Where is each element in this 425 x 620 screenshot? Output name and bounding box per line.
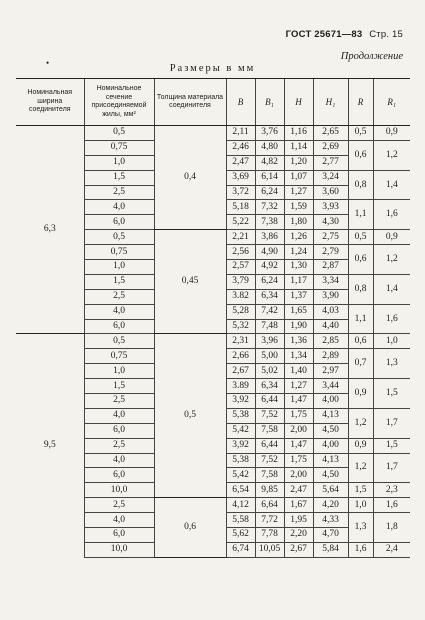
table-header-row: [16, 79, 410, 126]
dimension-b1-cell: 3,96: [255, 334, 284, 349]
col-b1-header: B₁: [255, 79, 284, 126]
dimension-b1-cell: 5,00: [255, 349, 284, 364]
radius-r-cell: 0,6: [348, 140, 373, 170]
radius-r-cell: 0,6: [348, 334, 373, 349]
section-cell: 6,0: [84, 528, 154, 543]
dimension-h-cell: 1,59: [284, 200, 313, 215]
dimension-b1-cell: 6,24: [255, 185, 284, 200]
dimension-b1-cell: 5,02: [255, 364, 284, 379]
dimension-h-cell: 1,20: [284, 155, 313, 170]
dimension-b1-cell: 6,24: [255, 274, 284, 289]
dimension-b-cell: 2,21: [226, 230, 255, 245]
section-cell: 1,5: [84, 170, 154, 185]
dimension-b-cell: 4,12: [226, 498, 255, 513]
dimension-h-cell: 1,90: [284, 319, 313, 334]
radius-r-cell: 1,1: [348, 304, 373, 334]
dimension-b-cell: 6,54: [226, 483, 255, 498]
dimension-h1-cell: 3,44: [313, 379, 348, 394]
dimension-b1-cell: 7,32: [255, 200, 284, 215]
radius-r1-cell: 1,4: [373, 170, 410, 200]
section-cell: 1,0: [84, 364, 154, 379]
col-r-header: R: [348, 79, 373, 126]
section-cell: 6,0: [84, 423, 154, 438]
radius-r1-cell: 1,8: [373, 513, 410, 543]
radius-r1-cell: 1,4: [373, 274, 410, 304]
dimension-h-cell: 2,67: [284, 542, 313, 557]
section-cell: 6,0: [84, 468, 154, 483]
dimension-h1-cell: 4,40: [313, 319, 348, 334]
dimension-b-cell: 3,92: [226, 394, 255, 409]
dimension-h1-cell: 2,69: [313, 140, 348, 155]
section-cell: 1,5: [84, 274, 154, 289]
standard-code: ГОСТ 25671—83: [285, 29, 363, 40]
radius-r1-cell: 1,6: [373, 200, 410, 230]
radius-r1-cell: 1,6: [373, 304, 410, 334]
radius-r-cell: 1,0: [348, 498, 373, 513]
radius-r-cell: 0,9: [348, 379, 373, 409]
radius-r1-cell: 1,2: [373, 245, 410, 275]
col-thickness-header: Толщина материала соединителя: [154, 79, 226, 126]
radius-r1-cell: 1,0: [373, 334, 410, 349]
dimension-b1-cell: 4,82: [255, 155, 284, 170]
dimension-b1-cell: 4,90: [255, 245, 284, 260]
col-b-header: B: [226, 79, 255, 126]
section-cell: 0,5: [84, 230, 154, 245]
radius-r1-cell: 2,4: [373, 542, 410, 557]
dimension-h1-cell: 2,97: [313, 364, 348, 379]
dimension-b-cell: 5,42: [226, 423, 255, 438]
dimension-h-cell: 1,27: [284, 379, 313, 394]
radius-r1-cell: 1,3: [373, 349, 410, 379]
dimension-h-cell: 1,07: [284, 170, 313, 185]
dimension-h1-cell: 3,60: [313, 185, 348, 200]
radius-r-cell: 0,5: [348, 126, 373, 141]
dimension-h-cell: 1,67: [284, 498, 313, 513]
dimension-h1-cell: 3,24: [313, 170, 348, 185]
dimension-h1-cell: 3,93: [313, 200, 348, 215]
dimension-b-cell: 5,62: [226, 528, 255, 543]
dimension-h1-cell: 4,20: [313, 498, 348, 513]
radius-r-cell: 1,2: [348, 453, 373, 483]
section-cell: 10,0: [84, 542, 154, 557]
dimension-h1-cell: 2,87: [313, 260, 348, 275]
dimension-h-cell: 1,16: [284, 126, 313, 141]
dimension-h-cell: 2,47: [284, 483, 313, 498]
radius-r1-cell: 1,6: [373, 498, 410, 513]
dimension-h-cell: 1,34: [284, 349, 313, 364]
radius-r1-cell: 1,5: [373, 379, 410, 409]
dimension-h-cell: 1,27: [284, 185, 313, 200]
dimension-b-cell: 5,58: [226, 513, 255, 528]
page-number: Стр. 15: [369, 29, 403, 40]
dimension-b1-cell: 4,92: [255, 260, 284, 275]
continuation-label: Продолжение: [340, 51, 403, 62]
section-cell: 1,5: [84, 379, 154, 394]
dimension-h-cell: 1,75: [284, 408, 313, 423]
dimension-h1-cell: 4,30: [313, 215, 348, 230]
col-width-header: Номинальная ширина соединителя: [16, 79, 84, 126]
dimension-h1-cell: 5,64: [313, 483, 348, 498]
dimension-b1-cell: 6,34: [255, 379, 284, 394]
dimension-b-cell: 2,66: [226, 349, 255, 364]
radius-r-cell: 1,3: [348, 513, 373, 543]
dimension-b-cell: 2,47: [226, 155, 255, 170]
dimension-h-cell: 1,80: [284, 215, 313, 230]
section-cell: 1,0: [84, 155, 154, 170]
section-cell: 10,0: [84, 483, 154, 498]
radius-r-cell: 0,9: [348, 438, 373, 453]
section-cell: 4,0: [84, 304, 154, 319]
dimension-h1-cell: 5,84: [313, 542, 348, 557]
dimension-h-cell: 2,00: [284, 468, 313, 483]
col-section-header: Номинальное сечение присоединяемой жилы, мм²: [84, 79, 154, 126]
thickness-cell: 0,45: [154, 230, 226, 334]
dimension-b-cell: 3.89: [226, 379, 255, 394]
dimension-b1-cell: 9,85: [255, 483, 284, 498]
section-cell: 2,5: [84, 394, 154, 409]
dimension-h1-cell: 2,89: [313, 349, 348, 364]
dimension-h1-cell: 2,79: [313, 245, 348, 260]
section-cell: 2,5: [84, 185, 154, 200]
dimension-h1-cell: 2,75: [313, 230, 348, 245]
radius-r-cell: 0,8: [348, 274, 373, 304]
dimension-b1-cell: 7,52: [255, 408, 284, 423]
radius-r-cell: 1,5: [348, 483, 373, 498]
dimension-b1-cell: 10,05: [255, 542, 284, 557]
section-cell: 0,75: [84, 349, 154, 364]
section-cell: 4,0: [84, 200, 154, 215]
dimension-h-cell: 1,47: [284, 394, 313, 409]
dimension-h-cell: 2,20: [284, 528, 313, 543]
section-cell: 4,0: [84, 453, 154, 468]
dimension-h-cell: 1,95: [284, 513, 313, 528]
dimension-b1-cell: 7,52: [255, 453, 284, 468]
dimension-b1-cell: 6,64: [255, 498, 284, 513]
dimension-b-cell: 2,46: [226, 140, 255, 155]
dimension-h1-cell: 2,65: [313, 126, 348, 141]
dimension-b1-cell: 6,44: [255, 438, 284, 453]
section-cell: 2,5: [84, 498, 154, 513]
radius-r1-cell: 1,7: [373, 453, 410, 483]
dimension-h1-cell: 4,50: [313, 468, 348, 483]
table-row: [16, 126, 410, 141]
dimension-b1-cell: 3,76: [255, 126, 284, 141]
dimension-h1-cell: 4,00: [313, 394, 348, 409]
section-cell: 2,5: [84, 289, 154, 304]
radius-r-cell: 0,5: [348, 230, 373, 245]
page-header: [286, 29, 403, 40]
radius-r1-cell: 1,7: [373, 408, 410, 438]
dimension-h-cell: 1,37: [284, 289, 313, 304]
dimension-b-cell: 5,42: [226, 468, 255, 483]
dimension-h-cell: 1,24: [284, 245, 313, 260]
dimension-b-cell: 5,28: [226, 304, 255, 319]
dimension-b-cell: 2,67: [226, 364, 255, 379]
dimension-h1-cell: 2,77: [313, 155, 348, 170]
thickness-cell: 0,4: [154, 126, 226, 230]
dimension-b1-cell: 7,38: [255, 215, 284, 230]
section-cell: 4,0: [84, 408, 154, 423]
dimension-h-cell: 1,47: [284, 438, 313, 453]
table-row: [16, 334, 410, 349]
dimension-b1-cell: 6,44: [255, 394, 284, 409]
dimension-b1-cell: 7,72: [255, 513, 284, 528]
dimension-b-cell: 2,57: [226, 260, 255, 275]
section-cell: 6,0: [84, 319, 154, 334]
radius-r1-cell: 1,5: [373, 438, 410, 453]
dimension-b-cell: 3,72: [226, 185, 255, 200]
dimension-h1-cell: 3,34: [313, 274, 348, 289]
dimension-h1-cell: 4,00: [313, 438, 348, 453]
dimension-b-cell: 3,69: [226, 170, 255, 185]
radius-r-cell: 0,8: [348, 170, 373, 200]
dimension-b1-cell: 7,42: [255, 304, 284, 319]
radius-r1-cell: 0,9: [373, 126, 410, 141]
dimension-b1-cell: 7,58: [255, 423, 284, 438]
radius-r-cell: 1,6: [348, 542, 373, 557]
dimensions-table: [16, 78, 410, 558]
dimension-h1-cell: 4,13: [313, 453, 348, 468]
dimension-h1-cell: 4,70: [313, 528, 348, 543]
radius-r-cell: 0,6: [348, 245, 373, 275]
thickness-cell: 0,5: [154, 334, 226, 498]
section-cell: 1,0: [84, 260, 154, 275]
dimension-h-cell: 1,30: [284, 260, 313, 275]
dimension-h1-cell: 4,50: [313, 423, 348, 438]
dimension-b-cell: 2,11: [226, 126, 255, 141]
connector-width-cell: 6,3: [16, 126, 84, 334]
section-cell: 0,75: [84, 245, 154, 260]
dimension-b1-cell: 6,14: [255, 170, 284, 185]
dimension-h1-cell: 4,33: [313, 513, 348, 528]
section-cell: 0,5: [84, 126, 154, 141]
dimension-b-cell: 5,38: [226, 408, 255, 423]
section-cell: 2,5: [84, 438, 154, 453]
dimension-b-cell: 5,18: [226, 200, 255, 215]
dimension-b1-cell: 6,34: [255, 289, 284, 304]
section-cell: 4,0: [84, 513, 154, 528]
connector-width-cell: 9,5: [43, 440, 56, 451]
col-h1-header: H₁: [313, 79, 348, 126]
dimension-h-cell: 1,36: [284, 334, 313, 349]
dimension-b-cell: 3.82: [226, 289, 255, 304]
section-cell: 0,5: [84, 334, 154, 349]
dimension-b1-cell: 7,58: [255, 468, 284, 483]
dimension-h-cell: 1,17: [284, 274, 313, 289]
dimension-h1-cell: 4,03: [313, 304, 348, 319]
radius-r-cell: 0,7: [348, 349, 373, 379]
radius-r-cell: 1,2: [348, 408, 373, 438]
dimension-b-cell: 6,74: [226, 542, 255, 557]
dimension-h-cell: 1,14: [284, 140, 313, 155]
col-r1-header: R₁: [373, 79, 410, 126]
dimension-h-cell: 1,40: [284, 364, 313, 379]
dimension-h1-cell: 2,85: [313, 334, 348, 349]
dimension-b-cell: 3,79: [226, 274, 255, 289]
dimension-b-cell: 5,32: [226, 319, 255, 334]
dimension-h-cell: 1,75: [284, 453, 313, 468]
col-h-header: H: [284, 79, 313, 126]
section-cell: 6,0: [84, 215, 154, 230]
sizes-title: Размеры в мм: [169, 63, 256, 74]
radius-r1-cell: 1,2: [373, 140, 410, 170]
dimension-b-cell: 2,31: [226, 334, 255, 349]
dimension-h-cell: 1,26: [284, 230, 313, 245]
bullet-mark: •: [46, 58, 50, 68]
dimension-b-cell: 5,22: [226, 215, 255, 230]
dimension-b1-cell: 7,78: [255, 528, 284, 543]
dimension-h-cell: 2,00: [284, 423, 313, 438]
dimension-b-cell: 5,38: [226, 453, 255, 468]
dimension-h1-cell: 3,90: [313, 289, 348, 304]
radius-r1-cell: 0,9: [373, 230, 410, 245]
dimension-h-cell: 1,65: [284, 304, 313, 319]
thickness-cell: 0,6: [154, 498, 226, 558]
section-cell: 0,75: [84, 140, 154, 155]
dimension-b1-cell: 7,48: [255, 319, 284, 334]
dimension-b-cell: 2,56: [226, 245, 255, 260]
dimension-h1-cell: 4,13: [313, 408, 348, 423]
dimension-b1-cell: 3,86: [255, 230, 284, 245]
radius-r1-cell: 2,3: [373, 483, 410, 498]
dimension-b-cell: 3,92: [226, 438, 255, 453]
radius-r-cell: 1,1: [348, 200, 373, 230]
dimension-b1-cell: 4,80: [255, 140, 284, 155]
